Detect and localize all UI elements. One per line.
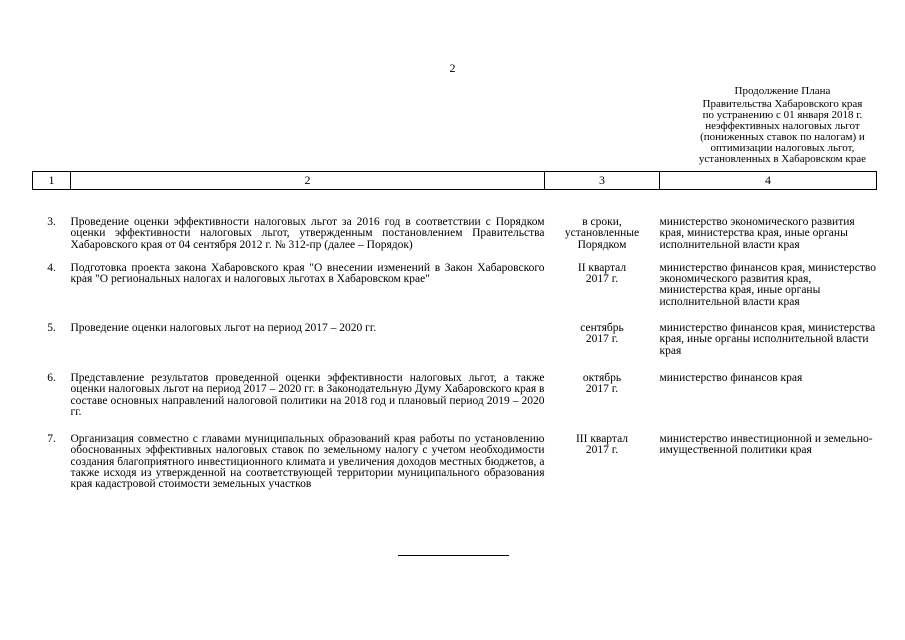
row-number: 6. bbox=[47, 371, 56, 384]
responsible-body: министерство финансов края, министерства края, иные органы исполнительной власти края bbox=[659, 322, 876, 357]
plan-continuation-header bbox=[699, 86, 866, 165]
row-number: 3. bbox=[47, 216, 56, 228]
column-header-measure: 2 bbox=[71, 172, 545, 190]
header-line: по устранению с 01 января 2018 г. bbox=[702, 109, 863, 121]
responsible-body: министерство экономического развития края, министерства края, иные органы исполнительной власти края bbox=[659, 216, 855, 251]
column-header-number: 1 bbox=[33, 172, 71, 190]
footer-divider bbox=[398, 555, 509, 556]
deadline: октябрь 2017 г. bbox=[582, 371, 622, 396]
responsible-body: министерство инвестиционной и земельно-имущественной политики края bbox=[659, 433, 873, 457]
row-number: 7. bbox=[47, 433, 56, 446]
measure-description: Представление результатов проведенной оценки эффективности налоговых льгот, а также оценки налоговых льгот на период 2017 – 2020 гг. в Законодательную Думу Хабаровского края в составе основных направлений налоговой политики на 2018 год и плановый период 2019 – 2020 гг. bbox=[70, 371, 545, 418]
responsible-body: министерство финансов края, министерство экономического развития края, министерства края, иные органы исполнительной власти края bbox=[659, 261, 876, 308]
measure-description: Проведение оценки эффективности налоговых льгот за 2016 год в соответствии с Порядком оценки эффективности налоговых льгот, утвержденным постановлением Правительства Хабаровского края от 04 сентября 2012 г. № 312-пр (далее – Порядок) bbox=[70, 216, 545, 251]
plan-table bbox=[32, 171, 877, 491]
header-line: Правительства Хабаровского края bbox=[702, 98, 863, 110]
measure-description: Организация совместно с главами муниципальных образований края работы по установлению обоснованных эффективных налоговых ставок по земельному налогу с учетом необходимости создания благоприятного инвестиционного климата и увеличения доходов местных бюджетов, а также исходя из утвержденной на соответствующей территории муниципального образования края кадастровой стоимости земельных участков bbox=[70, 433, 545, 491]
deadline: II квартал 2017 г. bbox=[577, 261, 627, 286]
header-line: неэффективных налоговых льгот bbox=[705, 120, 860, 132]
row-number: 4. bbox=[47, 261, 56, 274]
header-line: установленных в Хабаровском крае bbox=[698, 153, 866, 165]
column-header-responsible: 4 bbox=[660, 172, 877, 190]
table-row bbox=[33, 251, 877, 308]
header-line: оптимизации налоговых льгот, bbox=[710, 142, 855, 154]
deadline: сентябрь 2017 г. bbox=[580, 322, 624, 346]
measure-description: Проведение оценки налоговых льгот на период 2017 – 2020 гг. bbox=[70, 322, 377, 335]
measure-description: Подготовка проекта закона Хабаровского края "О внесении изменений в Закон Хабаровского края "О региональных налогах и налоговых льготах в Хабаровском крае" bbox=[70, 261, 545, 286]
header-line: (пониженных ставок по налогам) и bbox=[700, 131, 865, 143]
table-row bbox=[33, 308, 877, 357]
table-header-row bbox=[33, 172, 877, 190]
row-number: 5. bbox=[47, 322, 56, 335]
table-row bbox=[33, 190, 877, 251]
page-number: 2 bbox=[449, 61, 456, 75]
deadline: в сроки, установленные Порядком bbox=[564, 216, 640, 251]
column-header-term: 3 bbox=[545, 172, 660, 190]
deadline: III квартал 2017 г. bbox=[575, 433, 629, 457]
table-row bbox=[33, 357, 877, 418]
header-title: Продолжение Плана bbox=[734, 85, 831, 97]
table-row bbox=[33, 418, 877, 490]
responsible-body: министерство финансов края bbox=[659, 371, 803, 384]
